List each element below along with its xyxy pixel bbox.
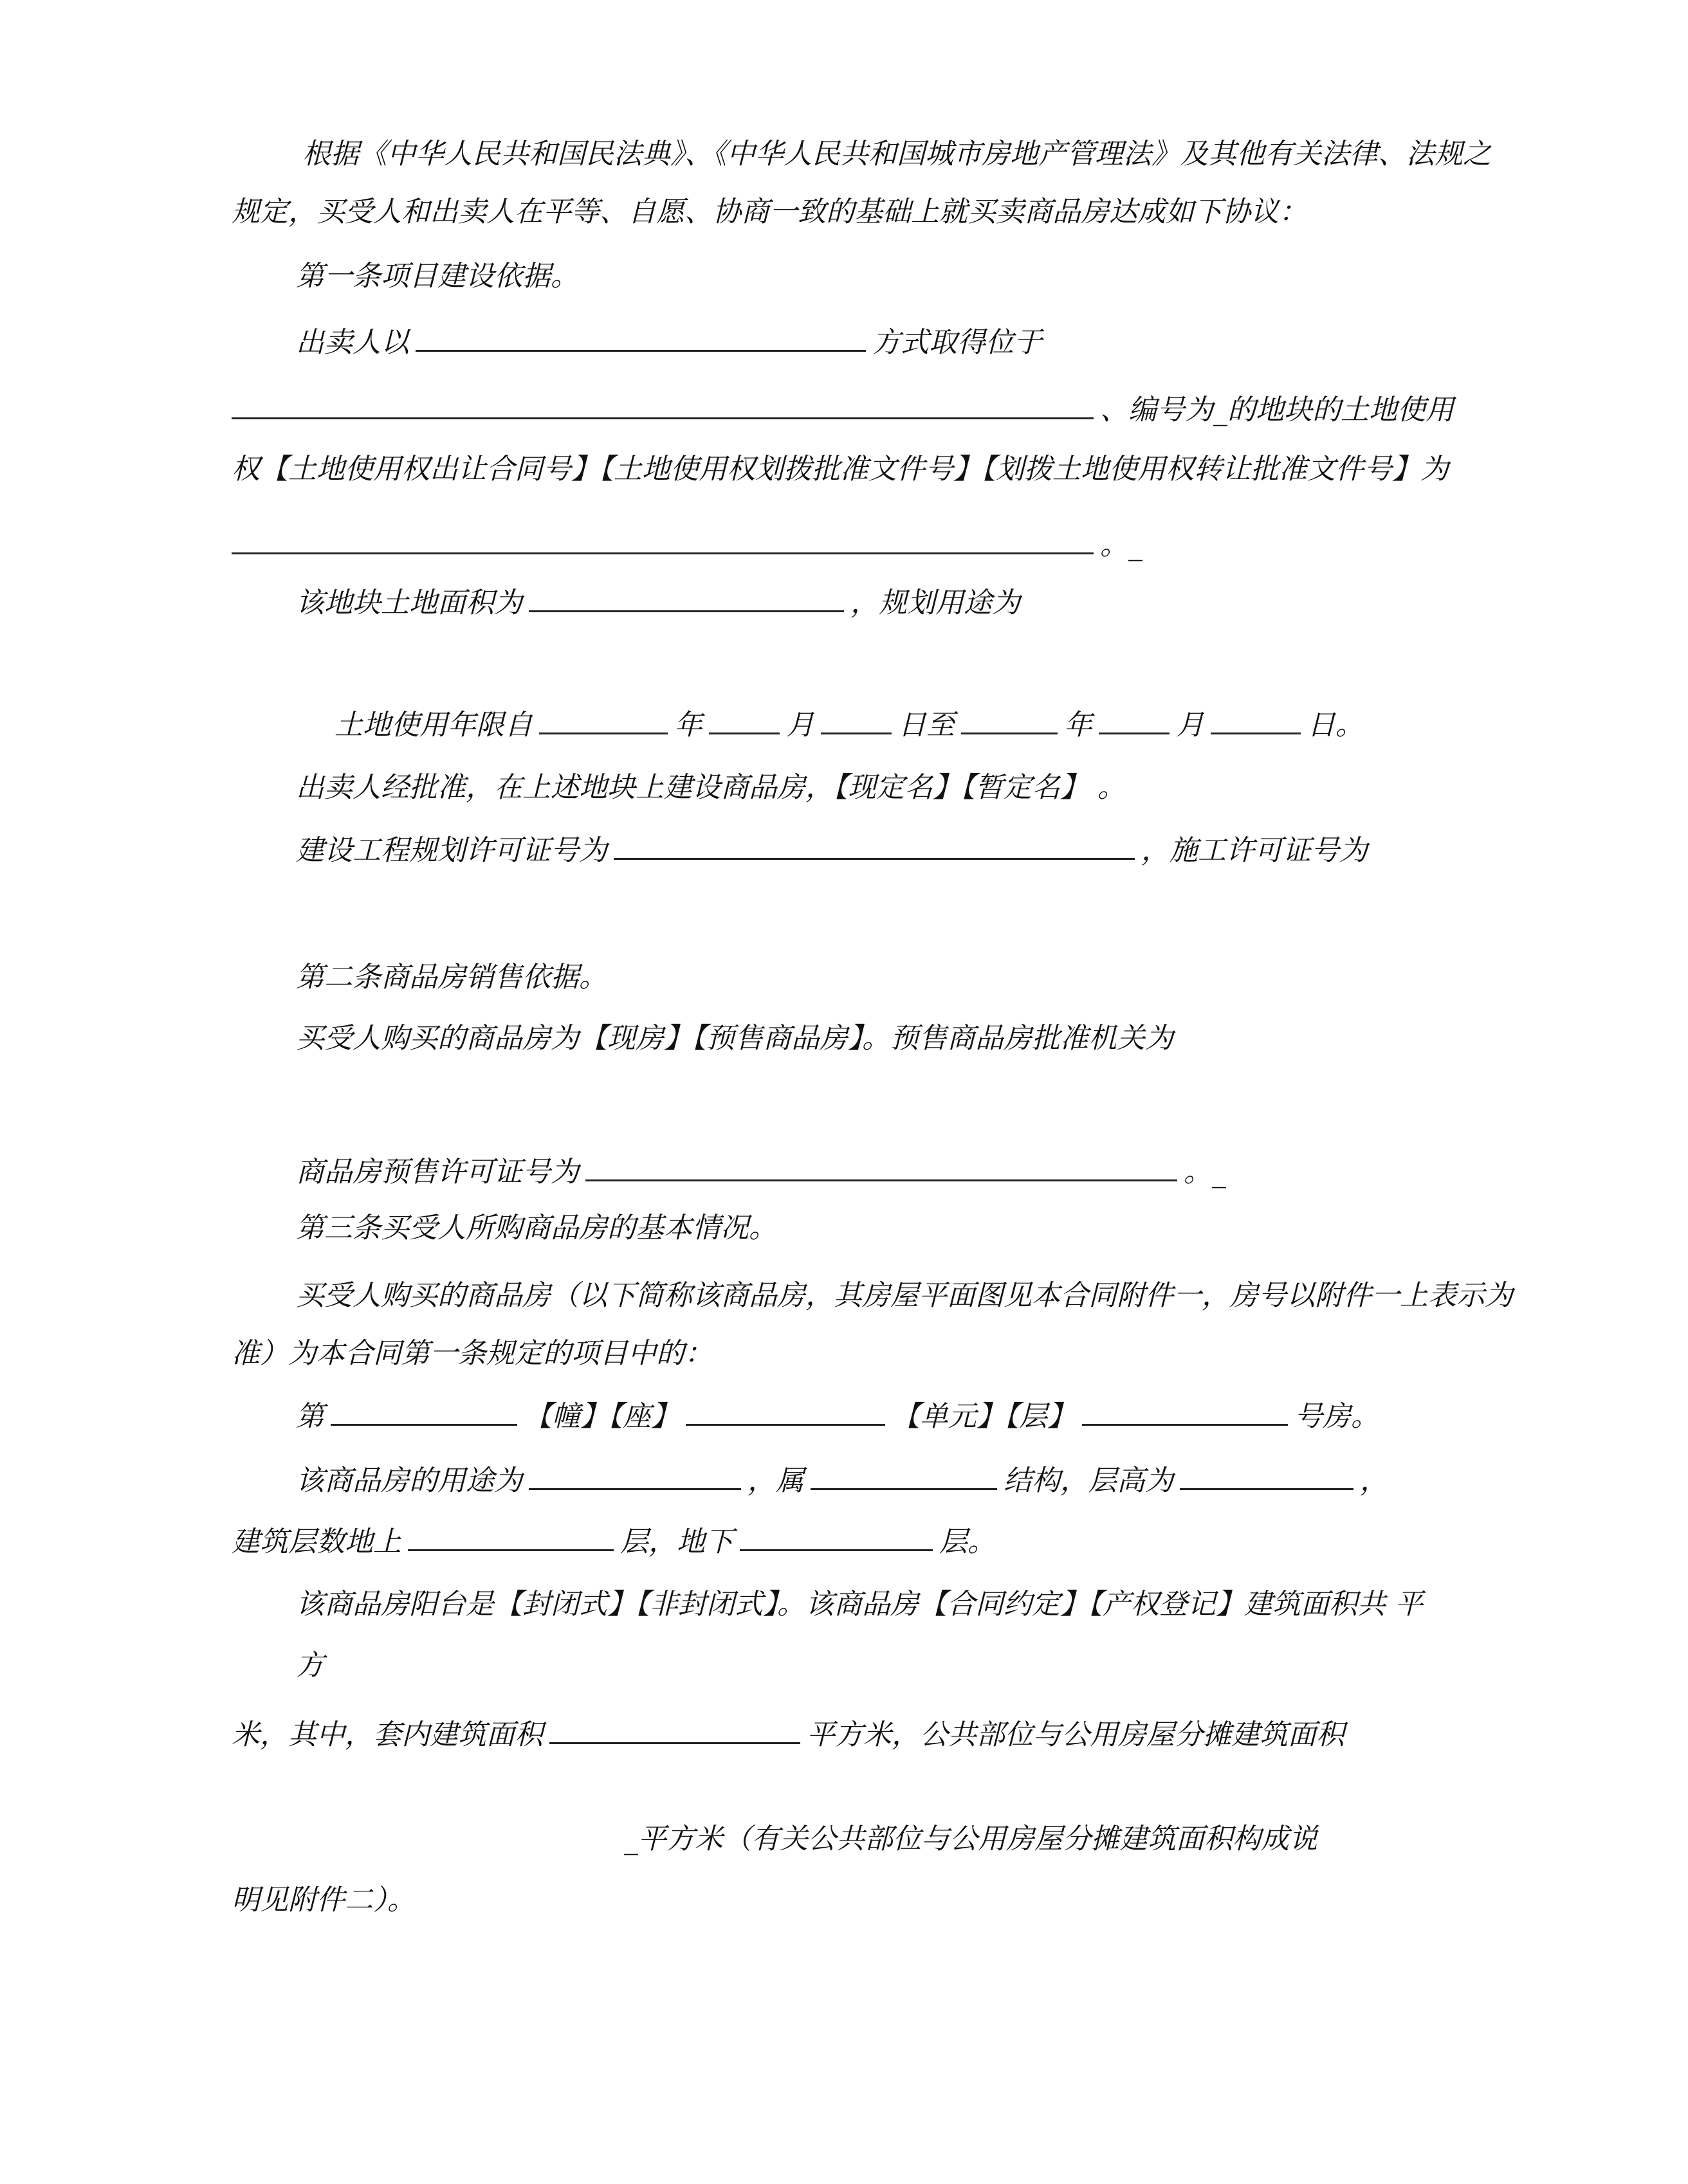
article-2-line2: 商品房预售许可证号为 。_ (296, 1151, 1226, 1192)
article-3-line8: 米，其中，套内建筑面积 平方米，公共部位与公用房屋分摊建筑面积 (232, 1714, 1344, 1754)
article-3-line5: 建筑层数地上 层，地下 层。 (232, 1521, 996, 1561)
land-area-blank[interactable] (529, 582, 844, 612)
article-1-line4: 。_ (232, 524, 1142, 565)
article-1-title: 第一条项目建设依据。 (296, 260, 579, 293)
building-number-blank[interactable] (331, 1396, 517, 1426)
para-preamble-line1: 根据《中华人民共和国民法典》、《中华人民共和国城市房地产管理法》及其他有关法律、法规之 (302, 138, 1491, 170)
end-day-blank[interactable] (1211, 704, 1301, 734)
article-1-line3: 权【土地使用权出让合同号】【土地使用权划拨批准文件号】【划拨土地使用权转让批准文件号】为 (232, 453, 1449, 486)
article-3-line2: 准）为本合同第一条规定的项目中的： (232, 1337, 713, 1370)
end-month-blank[interactable] (1099, 704, 1170, 734)
land-acquisition-method-blank[interactable] (416, 322, 866, 352)
room-number-blank[interactable] (1082, 1396, 1288, 1426)
article-3-line7: 方 (296, 1649, 324, 1682)
floor-height-blank[interactable] (1180, 1460, 1353, 1490)
land-use-document-number-blank[interactable] (232, 524, 1094, 554)
para-preamble-line2: 规定，买受人和出卖人在平等、自愿、协商一致的基础上就买卖商品房达成如下协议： (232, 196, 1307, 228)
start-day-blank[interactable] (821, 704, 892, 734)
article-1-line7: 出卖人经批准，在上述地块上建设商品房，【现定名】【暂定名】 。 (296, 771, 1126, 804)
article-2-line1: 买受人购买的商品房为【现房】【预售商品房】。预售商品房批准机关为 (296, 1022, 1173, 1055)
article-3-title: 第三条买受人所购商品房的基本情况。 (296, 1212, 777, 1244)
article-1-line1: 出卖人以 方式取得位于 (296, 322, 1042, 362)
article-3-line10: 明见附件二）。 (232, 1884, 416, 1916)
article-3-line1: 买受人购买的商品房（以下简称该商品房，其房屋平面图见本合同附件一，房号以附件一上表示为 (296, 1279, 1513, 1312)
inner-area-blank[interactable] (549, 1714, 800, 1744)
article-2-title: 第二条商品房销售依据。 (296, 961, 607, 994)
end-year-blank[interactable] (961, 704, 1058, 734)
article-3-line6: 该商品房阳台是【封闭式】【非封闭式】。该商品房【合同约定】【产权登记】建筑面积共 平 (296, 1588, 1423, 1621)
presale-permit-number-blank[interactable] (585, 1151, 1177, 1181)
start-year-blank[interactable] (539, 704, 668, 734)
article-1-line8: 建设工程规划许可证号为 ，施工许可证号为 (296, 830, 1368, 870)
floors-above-ground-blank[interactable] (408, 1521, 614, 1551)
structure-type-blank[interactable] (811, 1460, 997, 1490)
article-1-line6: 土地使用年限自 年 月 日至 年 月 日。 (335, 704, 1364, 745)
start-month-blank[interactable] (709, 704, 780, 734)
unit-number-blank[interactable] (686, 1396, 885, 1426)
article-3-line9: _平方米（有关公共部位与公用房屋分摊建筑面积构成说 (624, 1823, 1317, 1855)
article-3-line4: 该商品房的用途为 ，属 结构，层高为 ， (296, 1460, 1388, 1500)
article-1-line2: 、编号为_的地块的土地使用 (232, 389, 1454, 430)
planning-permit-number-blank[interactable] (614, 830, 1135, 860)
land-location-blank[interactable] (232, 389, 1094, 419)
property-usage-blank[interactable] (529, 1460, 741, 1490)
article-1-line5: 该地块土地面积为 ，规划用途为 (296, 582, 1020, 623)
article-3-line3: 第 【幢】【座】 【单元】【层】 号房。 (296, 1396, 1379, 1436)
floors-below-ground-blank[interactable] (740, 1521, 933, 1551)
